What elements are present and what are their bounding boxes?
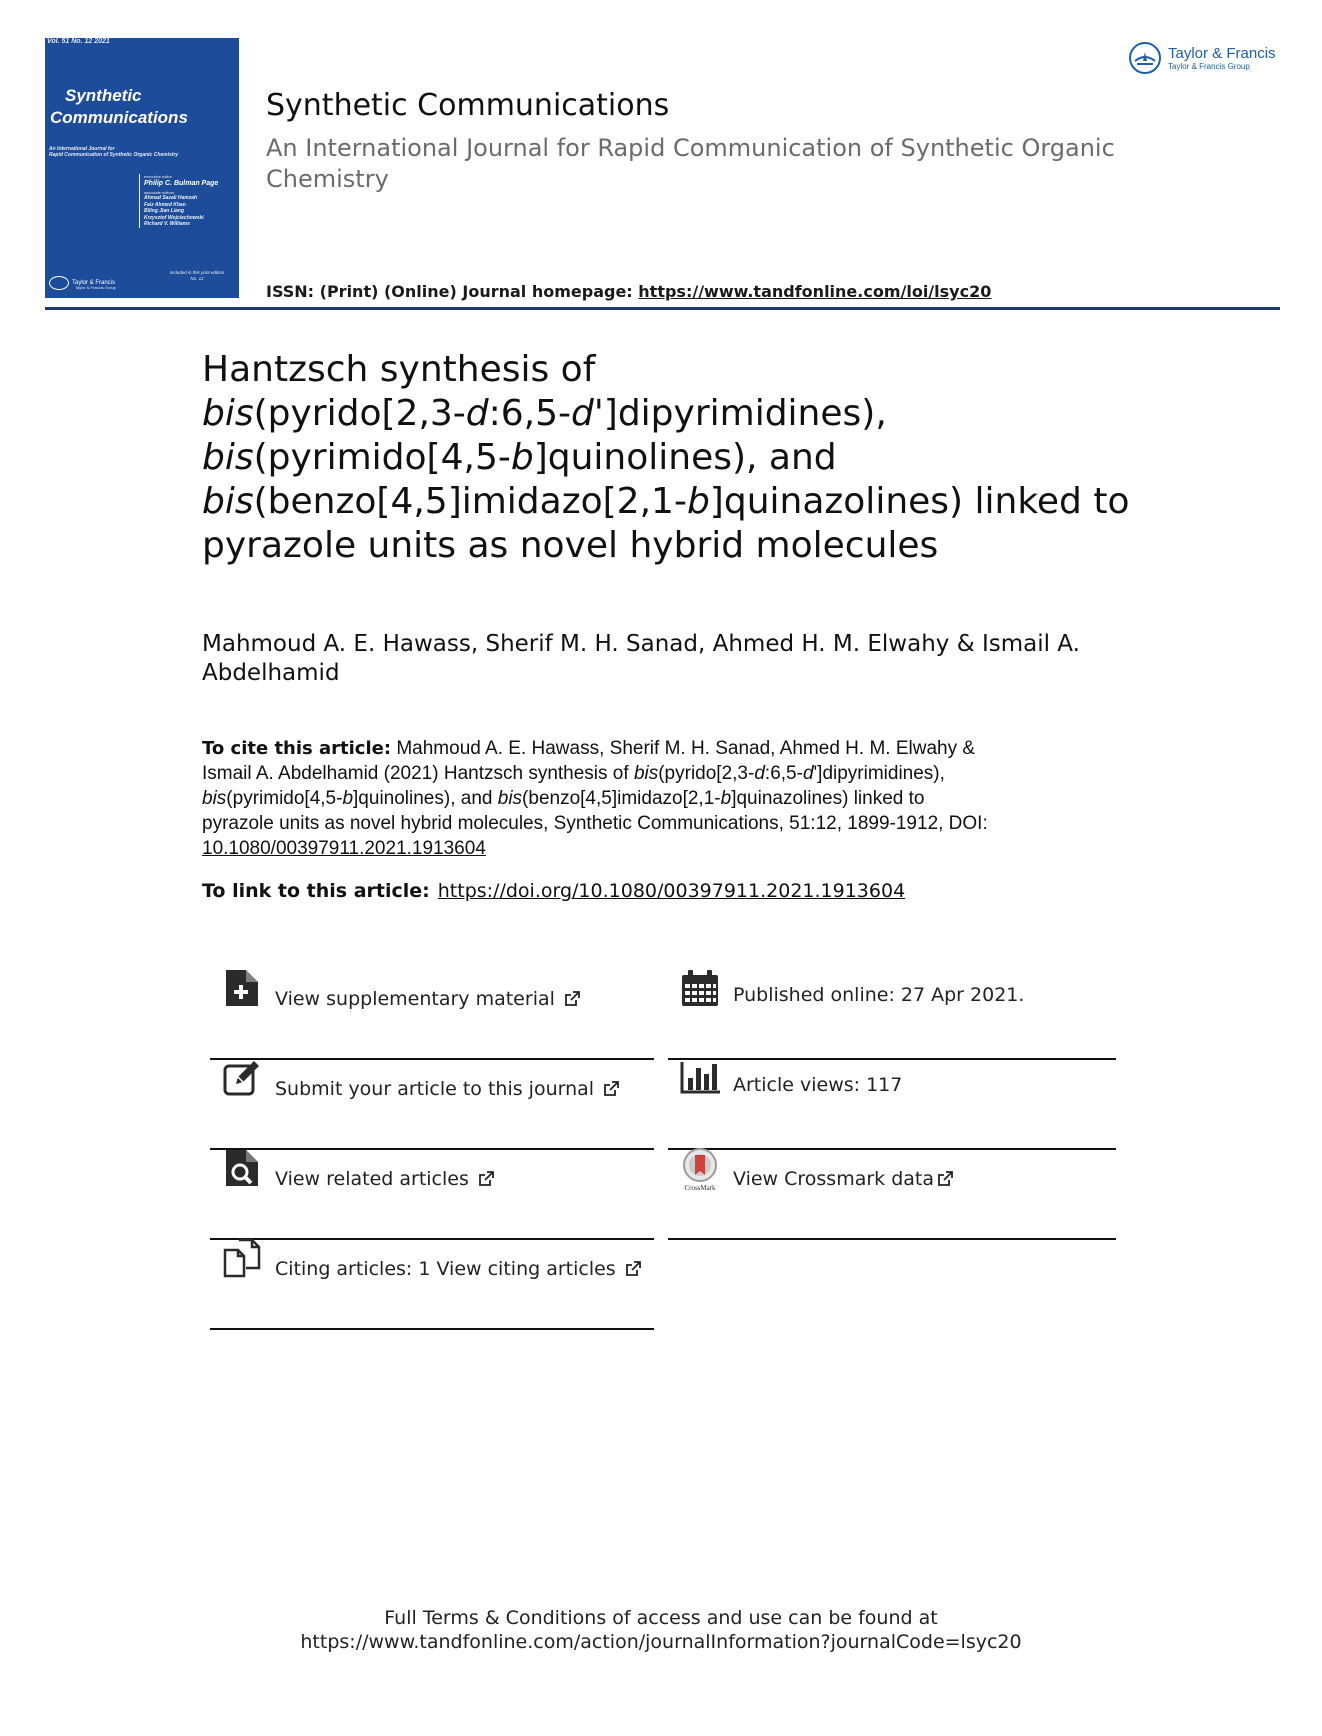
external-link-icon [563, 990, 581, 1008]
cover-included-note: Included in this print edition No. 12 [169, 270, 225, 281]
related-articles-row[interactable] [210, 1148, 654, 1240]
published-online-label: Published online: 27 Apr 2021. [733, 984, 1025, 1006]
supplementary-material-label: View supplementary material [275, 988, 555, 1010]
file-plus-icon [222, 968, 262, 1008]
article-authors: Mahmoud A. E. Hawass, Sherif M. H. Sanad, Ahmed H. M. Elwahy & Ismail A. Abdelhamid [202, 631, 1080, 686]
cover-associate-editors: Ahmad Sazali Hamzah Faiz Ahmed Khan Biling Jian Liang Krzysztof Wojciechowski Richard V. Williams [144, 195, 204, 227]
taylor-francis-logo[interactable] [1128, 38, 1276, 78]
cover-name-line1: Synthetic [65, 86, 142, 105]
external-link-icon [624, 1260, 642, 1278]
article-doi-link[interactable]: https://doi.org/10.1080/00397911.2021.1913604 [437, 880, 906, 902]
citation-block: To cite this article: Mahmoud A. E. Hawass, Sherif M. H. Sanad, Ahmed H. M. Elwahy & Ismail A. Abdelhamid (2021) Hantzsch synthesis of bis(pyrido[2,3-d:6,5-d']dipyrimidines), bis(pyrimido[4,5-b]quinolines), and bis(benzo[4,5]imidazo[2,1-b]quinazolines) linked to pyrazole units as novel hybrid molecules, Synthetic Communications, 51:12, 1899-1912, DOI: 10.1080/00397911.2021.1913604 [202, 736, 1102, 861]
supplementary-material-row[interactable] [210, 968, 654, 1060]
cover-editors: executive editor Philip C. Bulman Page associate editors Ahmad Sazali Hamzah Faiz Ahmed Khan Biling Jian Liang Krzysztof Wojciechowski Richard V. Williams [139, 174, 239, 228]
external-link-icon [602, 1080, 620, 1098]
crossmark-logo-text: CrossMark [684, 1184, 716, 1192]
copy-documents-icon [222, 1238, 262, 1278]
crossmark-icon [680, 1148, 720, 1192]
footer-terms-link[interactable]: https://www.tandfonline.com/action/journalInformation?journalCode=lsyc20 [300, 1631, 1022, 1653]
calendar-icon [680, 968, 720, 1008]
taylor-francis-emblem-icon [1128, 41, 1162, 75]
article-views-row [668, 1058, 1116, 1150]
journal-title: Synthetic Communications [266, 88, 670, 123]
bar-chart-icon [680, 1058, 720, 1098]
journal-cover-image [45, 38, 239, 298]
journal-subtitle: An International Journal for Rapid Communication of Synthetic Organic Chemistry [266, 134, 1115, 193]
crossmark-row[interactable] [668, 1148, 1116, 1240]
citation-doi-link[interactable]: 10.1080/00397911.2021.1913604 [202, 838, 486, 859]
cover-publisher-logo: Taylor & Francis Taylor & Francis Group [49, 276, 115, 290]
submit-article-row[interactable] [210, 1058, 654, 1150]
submit-article-label: Submit your article to this journal [275, 1078, 595, 1100]
article-views-label: Article views: 117 [733, 1074, 903, 1096]
cover-tagline: An International Journal for Rapid Communication of Synthetic Organic Chemistry [49, 146, 179, 158]
cover-name-line2: Communications [50, 108, 188, 127]
citing-articles-label: Citing articles: 1 View citing articles [275, 1258, 616, 1280]
issn-line [266, 282, 991, 301]
cover-volume-line: Vol. 51 No. 12 2021 [47, 38, 110, 45]
published-online-row [668, 968, 1116, 1060]
publisher-name: Taylor & Francis [1168, 45, 1276, 62]
cover-publisher-circle-icon [49, 276, 69, 290]
cite-heading: To cite this article: [202, 738, 392, 759]
terms-footer [0, 1606, 1322, 1654]
external-link-icon [936, 1170, 954, 1188]
edit-icon [222, 1058, 262, 1098]
issn-label: ISSN: (Print) (Online) Journal homepage: [266, 282, 639, 301]
header-divider [45, 307, 1280, 310]
article-title: Hantzsch synthesis of bis(pyrido[2,3-d:6,5-d']dipyrimidines), bis(pyrimido[4,5-b]quinolines), and bis(benzo[4,5]imidazo[2,1-b]quinazolines) linked to pyrazole units as novel hybrid molecules [202, 349, 1130, 566]
link-heading: To link to this article: [202, 880, 430, 902]
citing-articles-row[interactable] [210, 1238, 654, 1330]
file-search-icon [222, 1148, 262, 1188]
link-to-article [202, 880, 905, 902]
publisher-group: Taylor & Francis Group [1168, 62, 1250, 71]
crossmark-label: View Crossmark data [733, 1168, 935, 1190]
external-link-icon [477, 1170, 495, 1188]
journal-homepage-link[interactable]: https://www.tandfonline.com/loi/lsyc20 [638, 282, 992, 301]
footer-line1: Full Terms & Conditions of access and use can be found at [384, 1607, 938, 1629]
related-articles-label: View related articles [275, 1168, 469, 1190]
